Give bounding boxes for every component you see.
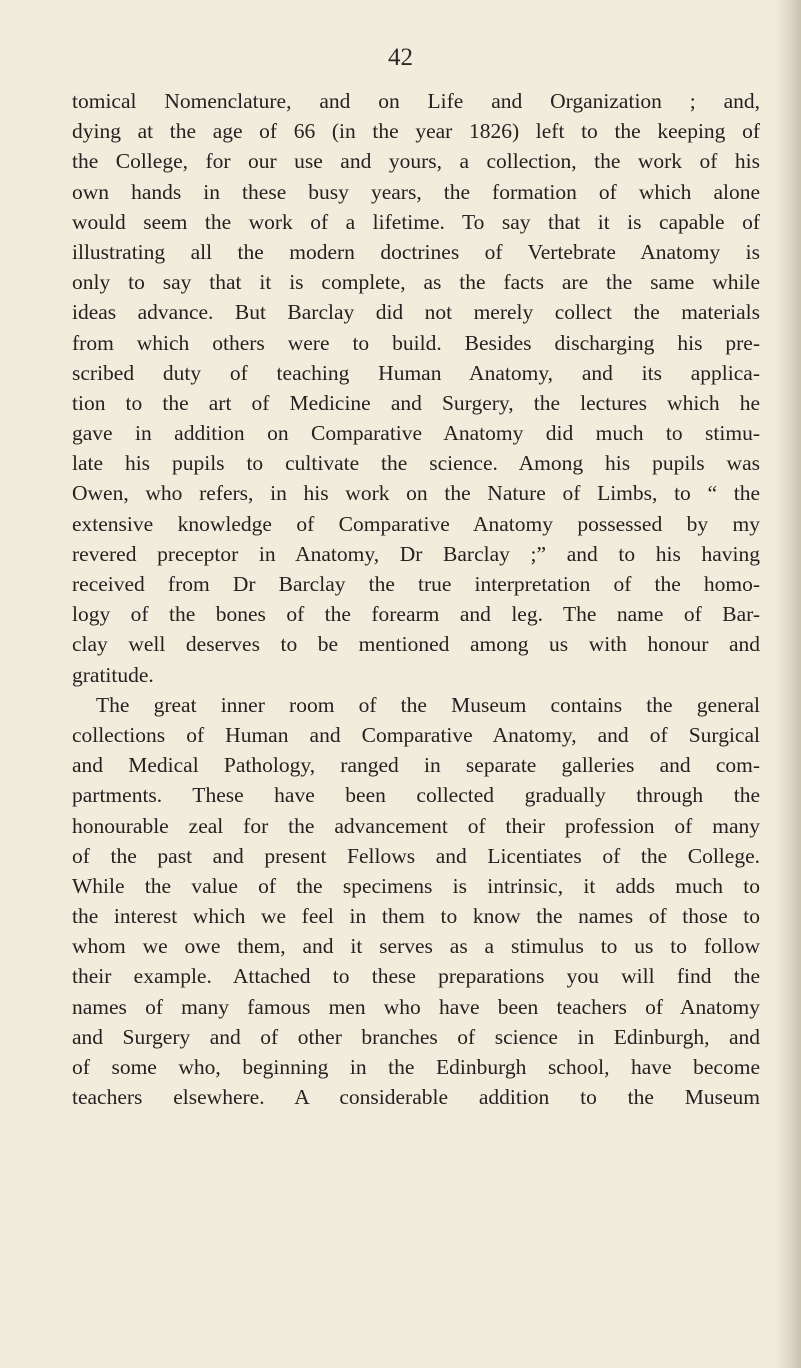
text-line: received from Dr Barclay the true interpretation of the homo- <box>72 572 760 596</box>
text-line: While the value of the specimens is intrinsic, it adds much to <box>72 873 760 898</box>
paragraph-first-line: The great inner room of the Museum contains the general <box>96 692 760 717</box>
page-edge-shadow <box>775 0 801 1368</box>
text-line: from which others were to build. Besides discharging his pre- <box>72 330 760 355</box>
text-line: of the past and present Fellows and Licentiates of the College. <box>72 843 760 868</box>
text-line: dying at the age of 66 (in the year 1826) left to the keeping of <box>72 119 760 144</box>
text-line: illustrating all the modern doctrines of Vertebrate Anatomy is <box>72 239 760 264</box>
text-line: names of many famous men who have been teachers of Anatomy <box>72 994 760 1019</box>
text-line: tomical Nomenclature, and on Life and Organization ; and, <box>72 89 760 113</box>
text-line: own hands in these busy years, the formation of which alone <box>72 179 760 204</box>
text-line: logy of the bones of the forearm and leg. The name of Bar- <box>72 602 760 627</box>
text-line: only to say that it is complete, as the facts are the same while <box>72 270 760 295</box>
text-line: and Medical Pathology, ranged in separate galleries and com- <box>72 753 760 778</box>
text-line: would seem the work of a lifetime. To say that it is capable of <box>72 209 760 234</box>
text-line: late his pupils to cultivate the science. Among his pupils was <box>72 451 760 476</box>
text-line: teachers elsewhere. A considerable addition to the Museum <box>72 1085 760 1110</box>
text-line: partments. These have been collected gradually through the <box>72 783 760 808</box>
body-text <box>72 86 760 1112</box>
text-line: Owen, who refers, in his work on the Nature of Limbs, to “ the <box>72 481 760 506</box>
page-number: 42 <box>388 44 413 71</box>
text-line: of some who, beginning in the Edinburgh school, have become <box>72 1055 760 1079</box>
text-line: their example. Attached to these preparations you will find the <box>72 964 760 989</box>
text-line: extensive knowledge of Comparative Anatomy possessed by my <box>72 511 760 536</box>
text-line: whom we owe them, and it serves as a stimulus to us to follow <box>72 934 760 959</box>
text-line: tion to the art of Medicine and Surgery, the lectures which he <box>72 390 760 415</box>
text-line: the College, for our use and yours, a collection, the work of his <box>72 149 760 174</box>
text-line: gratitude. <box>72 662 154 687</box>
text-line: revered preceptor in Anatomy, Dr Barclay ;” and to his having <box>72 541 760 566</box>
text-line: collections of Human and Comparative Anatomy, and of Surgical <box>72 722 760 747</box>
text-line: scribed duty of teaching Human Anatomy, and its applica- <box>72 360 760 385</box>
text-line: and Surgery and of other branches of science in Edinburgh, and <box>72 1024 760 1049</box>
text-line: clay well deserves to be mentioned among us with honour and <box>72 632 760 657</box>
text-line: ideas advance. But Barclay did not merely collect the materials <box>72 300 760 325</box>
text-line: honourable zeal for the advancement of their profession of many <box>72 813 760 838</box>
text-line: the interest which we feel in them to know the names of those to <box>72 904 760 929</box>
text-line: gave in addition on Comparative Anatomy did much to stimu- <box>72 421 760 446</box>
